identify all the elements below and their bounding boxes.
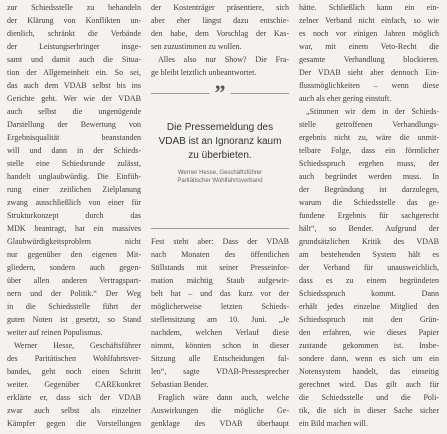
text-line: Werner Hesse, Geschäftsführer [14,341,141,350]
text-line: stellensitzung am 10. Juni. „Je [151,315,289,324]
paragraph [151,53,289,79]
text-line: telbare Folge, dass ein förmlicher [299,146,439,155]
pull-quote-line: zu überbieten. [188,150,252,161]
text-line: zwar auch selbst als einzelner [7,406,141,415]
text-line: sondere dann, wenn es sich um ein [299,354,439,363]
article-column-middle-top [151,1,289,79]
text-line: Kämpfer gegen die Vorstellungen [7,419,141,428]
text-line: Sebastian Bender. [151,380,209,389]
text-line: aber eher längst dazu entschie- [151,16,289,25]
quote-icon [210,83,231,103]
text-line: Ergebnisqualität beanstanden [7,133,141,142]
text-line: gesamte Verhandlung blockieren. [299,55,439,64]
pull-quote-text [159,121,282,163]
pull-quote-attribution [177,169,262,185]
text-line: der Leistungserbringer insge- [7,42,141,51]
text-line: auch als eher gering einstuft. [299,94,392,103]
paragraph [7,339,141,430]
text-line: nachdem, welchen Verlauf diese [151,328,289,337]
text-line: sen zuzustimmen zu wollen. [151,42,242,51]
text-line: am bestehenden System hält es [299,250,439,259]
pull-quote-line: VDAB ist an Ignoranz kaum [158,136,282,147]
text-line: stelle eine Schiedsrunde zulässt, [7,159,141,168]
text-line: weiter auf reinen Populismus. [7,328,103,337]
paragraph [151,391,289,430]
pull-quote-attribution-line: Werner Hesse, Geschäftsführer [177,170,263,176]
text-line: Der VDAB sieht aber dennoch Ein- [299,68,439,77]
text-line: dass es zu einem begründeten [299,276,439,285]
text-line: nach Monaten des öffentlichen [151,250,289,259]
text-line: gliedern, sondern auch gegen- [7,263,141,272]
text-line: erklärte er, dass sich der VDAB [7,393,141,402]
text-line: Notensystem handelt, das einseitig [299,367,439,376]
text-line: zelner Verband nicht einfach, so wie [299,16,439,25]
paragraph [151,235,289,391]
text-line: Strukturkonzept durch das [7,211,141,220]
text-line: Schiedsspruch ergehen muss, der [299,159,439,168]
text-line: Stillstands mit seiner Presseinfor- [151,263,289,272]
pull-quote-attribution-line: Paritätischer Wohlfahrtsverband [177,178,263,184]
text-line: Glaubwürdigkeitsproblem nicht [7,237,141,246]
article-column-left [7,1,141,430]
text-line: dienlich, schränkt die Verbände [7,29,141,38]
text-line: erhält jedes einzelne Mitglied den [299,302,439,311]
paragraph [7,1,141,339]
text-line: will und dann in der Schieds- [7,146,141,155]
text-line: in die Schiedsstelle führt der [7,302,141,311]
text-line: Fraglich wäre dann auch, welche [158,393,289,402]
text-line: handelt unglaubwürdig. Die Einfüh- [7,172,141,181]
article-column-right [299,1,439,430]
text-line: weiter. Gegenüber CAREkonkret [7,380,141,389]
text-line: der Klärung von Konflikten un- [7,16,141,25]
text-line: Sitzung alle Entscheidungen fal- [151,354,289,363]
text-line: über allen anderen Vertragspart- [7,276,141,285]
text-line: der Kostenträger präsentiere, sich [151,3,289,12]
text-line: genklage des VDAB überhaupt [151,419,289,428]
text-line: Gerichte geht. Wer wie der VDAB [7,94,141,103]
text-line: mation mächtig Staub aufgewir- [151,276,289,285]
text-line: war, mit einem Veto-Recht die [299,42,439,51]
text-line: zur Schiedsstelle zu behandeln [7,3,141,12]
text-line: es noch vor einigen Jahren möglich [299,29,439,38]
text-line: den erfahren, wie dieses Papier [299,328,439,337]
text-line: Schiedsspruch mit den Grün- [299,315,439,324]
text-line: Schiedsspruch kommt. Dann [299,289,439,298]
pull-quote [151,81,289,233]
text-line: das auch dem VDAB selbst bis ins [7,81,141,90]
text-line: des Paritätischen Wohlfahrtsver- [7,354,141,363]
text-line: auch selbst die ungenügende [7,107,141,116]
paragraph [299,105,439,430]
text-line: nern und der Politik.“ Der Weg [7,289,141,298]
text-line: len“, sagte VDAB-Pressesprecher [151,367,289,376]
pull-quote-rule-bottom [151,228,289,229]
text-line: flussmöglichkeiten – wenn diese [299,81,439,90]
article-column-middle-bottom [151,235,289,430]
text-line: nimmt, könnten schon in dieser [151,341,289,350]
text-line: MDK beantragt, hat ein massives [7,224,141,233]
text-line: Fest steht aber: Dass der VDAB [151,237,289,246]
text-line: zustande gekommen ist. Insbe- [299,341,439,350]
text-line: ein Bild machen will. [299,419,368,428]
text-line: belt hat – und das kurz vor der [151,289,289,298]
text-line: rung einer zeitlichen Zielplanung [7,185,141,194]
paragraph [299,1,439,105]
text-line: gerechnet wird. Das gilt auch für [299,380,439,389]
text-line: samt und damit auch die Situa- [7,55,141,64]
text-line: möglicherweise letzten Schieds- [151,302,289,311]
text-line: guten Noten ist gesetzt, so Stand [7,315,141,324]
text-line: stelle getroffenen Verhandlungs- [299,120,439,129]
text-line: tion der Allgemeinheit ein. So sei, [7,68,141,77]
pull-quote-line: Die Pressemeldung des [166,122,274,133]
text-line: die Schiedsstelle und die Poli- [299,393,439,402]
text-line: auch begründet werden muss. In [299,172,439,181]
pull-quote-body [154,103,286,223]
text-line: hätte. Schließlich kann ein ein- [299,3,439,12]
text-line: zwang ausschließlich von einer für [7,198,141,207]
text-line: tik, die sich in dieser Sache sicher [299,406,439,415]
text-line: nur gegenüber den eigenen Mit- [7,250,141,259]
text-line: der Verband für unausweichlich, [299,263,439,272]
text-line: grundsätzlichen Kritik des VDAB [299,237,439,246]
text-line: hält“, so Bender. Aufgrund der [299,224,439,233]
text-line: bandes, geht noch einen Schritt [7,367,141,376]
text-line: fundene Ergebnis für sachgerecht [299,211,439,220]
article-column-middle [151,1,289,430]
text-line: ge bleibt letztlich unbeantwortet. [151,68,257,77]
text-line: ergebnis nicht zu, wäre die unmit- [299,133,439,142]
text-line: warum die Schiedsstelle das ge- [299,198,439,207]
text-line: Darstellung der Bewertung von [7,120,141,129]
text-line: den habe, dem Vorschlag der Kas- [151,29,289,38]
text-line: Alles also nur Show? Die Fra- [158,55,289,64]
text-line: „Stimmen wir dem in der Schieds- [306,107,439,116]
paragraph [151,1,289,53]
text-line: der Begründung ist darzulegen, [299,185,439,194]
text-line: Auswirkungen die mögliche Ge- [151,406,289,415]
